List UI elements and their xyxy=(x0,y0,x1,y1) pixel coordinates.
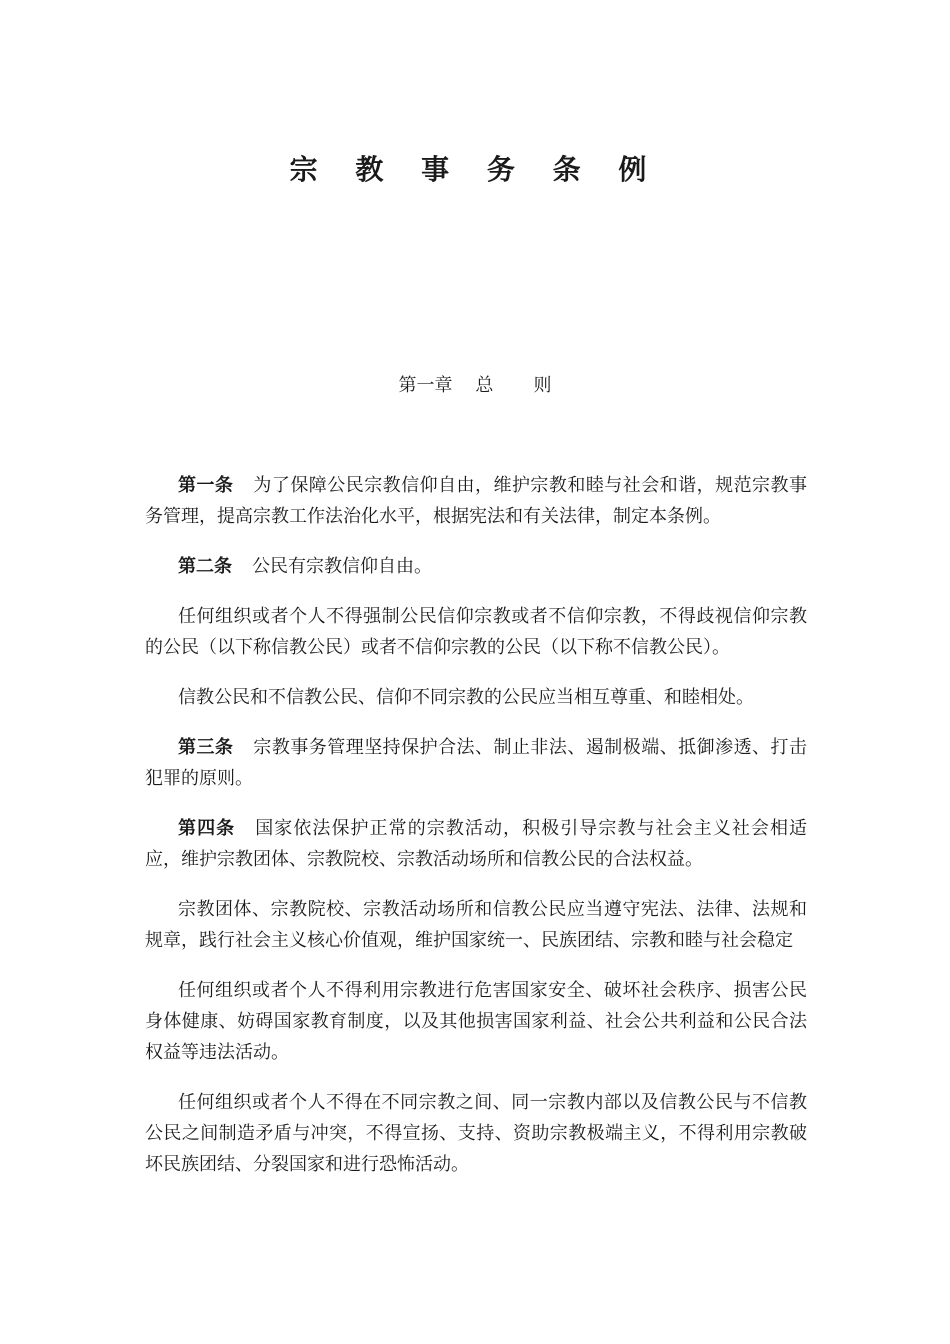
document-body xyxy=(145,470,807,1199)
paragraph-article-4 xyxy=(145,813,807,875)
paragraph-text: 为了保障公民宗教信仰自由，维护宗教和睦与社会和谐，规范宗教事务管理，提高宗教工作法治化水平，根据宪法和有关法律，制定本条例。 xyxy=(145,475,807,527)
paragraph xyxy=(145,975,807,1068)
paragraph-article-1 xyxy=(145,470,807,532)
paragraph xyxy=(145,1087,807,1180)
paragraph-text: 任何组织或者个人不得强制公民信仰宗教或者不信仰宗教，不得歧视信仰宗教的公民（以下称信教公民）或者不信仰宗教的公民（以下称不信教公民）。 xyxy=(145,606,807,658)
paragraph-text: 任何组织或者个人不得在不同宗教之间、同一宗教内部以及信教公民与不信教公民之间制造矛盾与冲突，不得宣扬、支持、资助宗教极端主义，不得利用宗教破坏民族团结、分裂国家和进行恐怖活动。 xyxy=(145,1092,807,1175)
paragraph-text: 国家依法保护正常的宗教活动，积极引导宗教与社会主义社会相适应，维护宗教团体、宗教院校、宗教活动场所和信教公民的合法权益。 xyxy=(145,818,808,870)
paragraph xyxy=(145,601,807,663)
article-number: 第一条 xyxy=(178,475,234,496)
paragraph-article-3 xyxy=(145,732,807,794)
article-number: 第三条 xyxy=(178,737,234,758)
paragraph-text: 宗教团体、宗教院校、宗教活动场所和信教公民应当遵守宪法、法律、法规和规章，践行社会主义核心价值观，维护国家统一、民族团结、宗教和睦与社会稳定 xyxy=(145,899,807,951)
paragraph-text: 任何组织或者个人不得利用宗教进行危害国家安全、破坏社会秩序、损害公民身体健康、妨碍国家教育制度，以及其他损害国家利益、社会公共利益和公民合法权益等违法活动。 xyxy=(145,980,807,1063)
paragraph xyxy=(145,894,807,956)
article-number: 第四条 xyxy=(178,818,236,839)
document-title: 宗 教 事 务 条 例 xyxy=(289,153,661,186)
paragraph-text: 信教公民和不信教公民、信仰不同宗教的公民应当相互尊重、和睦相处。 xyxy=(178,687,754,708)
paragraph-text: 公民有宗教信仰自由。 xyxy=(252,556,432,577)
paragraph-text: 宗教事务管理坚持保护合法、制止非法、遏制极端、抵御渗透、打击犯罪的原则。 xyxy=(145,737,807,789)
paragraph-article-2 xyxy=(145,551,807,582)
paragraph xyxy=(145,682,807,713)
article-number: 第二条 xyxy=(178,556,232,577)
chapter-heading: 第一章 总 则 xyxy=(398,375,552,396)
